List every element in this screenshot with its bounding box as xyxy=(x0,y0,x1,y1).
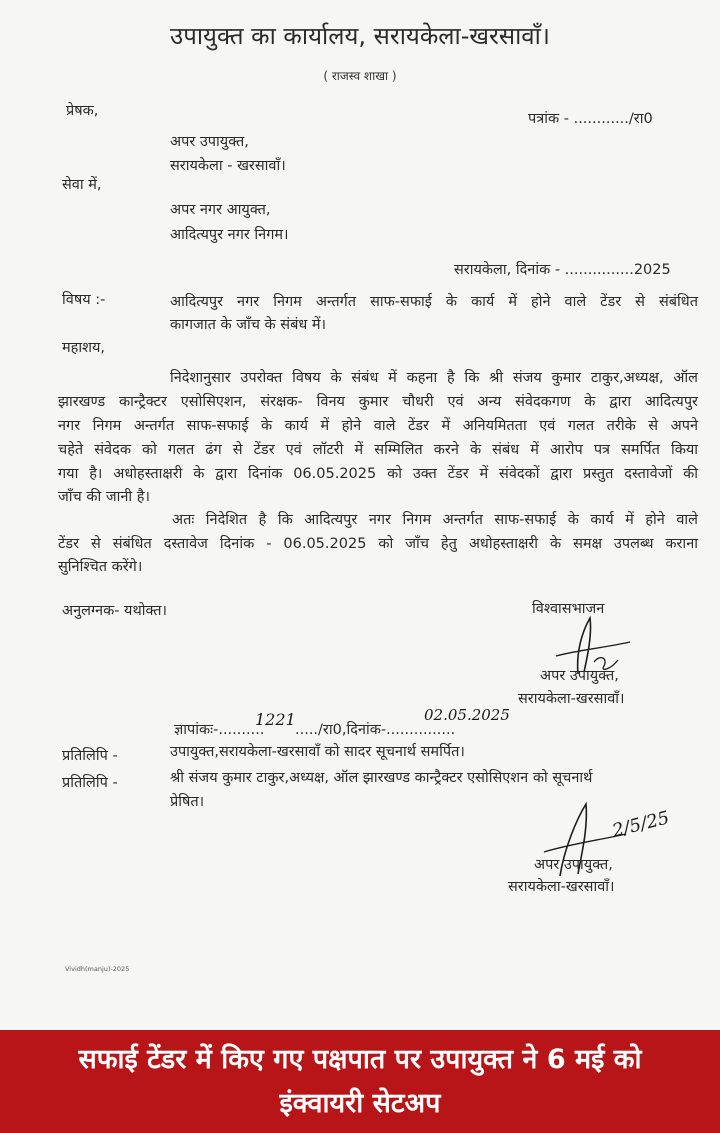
signature-2-date: 2/5/25 xyxy=(610,807,672,842)
para1-line: निदेशानुसार उपरोक्त विषय के संबंध में कहना है कि श्री संजय कुमार टाकुर,अध्यक्ष, ऑल xyxy=(170,370,698,386)
copy2-line1: श्री संजय कुमार टाकुर,अध्यक्ष, ऑल झारखण्ड कान्ट्रैक्टर एसोसिएशन को सूचनार्थ xyxy=(170,770,593,786)
memo-prefix: ज्ञापांकः-.......... xyxy=(174,722,265,738)
para2-line: सुनिश्चित करेंगे। xyxy=(58,559,143,575)
para1-line: चहेते संवेदक को गलत ढंग से टेंडर एवं लॉटरी में सम्मिलित करने के संबंध में आरोप पत्र समर्पित किया xyxy=(58,442,698,458)
enclosure: अनुलग्नक- यथोक्त। xyxy=(62,603,168,619)
subject-line1: आदित्यपुर नगर निगम अन्तर्गत साफ-सफाई के कार्य में होने वाले टेंडर से संबंधित xyxy=(170,294,698,310)
footer-code: Vividh(manju)-2025 xyxy=(65,965,130,973)
signatory1-place: सरायकेला-खरसावाँ। xyxy=(518,691,625,707)
sender-line2: सरायकेला - खरसावाँ। xyxy=(170,158,286,174)
para1-line: गया है। अधोहस्ताक्षरी के द्वारा दिनांक 06.05.2025 को उक्त टेंडर में संवेदकों द्वारा प्रस्तुत दस्तावेजों की xyxy=(58,466,698,482)
copy1-label: प्रतिलिपि - xyxy=(62,748,118,764)
salutation: महाशय, xyxy=(62,340,106,356)
subject-line2: कागजात के जाँच के संबंध में। xyxy=(170,317,327,333)
signatory2-designation: अपर उपायुक्त, xyxy=(534,857,613,873)
para1-line: जाँच की जानी है। xyxy=(58,489,150,505)
copy1-text: उपायुक्त,सरायकेला-खरसावाँ को सादर सूचनार्थ समर्पित। xyxy=(170,744,465,760)
closing: विश्वासभाजन xyxy=(532,601,605,617)
memo-date-label: ...../रा0,दिनांक-............... xyxy=(295,722,456,738)
branch-name: ( राजस्व शाखा ) xyxy=(323,69,397,83)
para2-line: टेंडर से संबंधित दस्तावेज दिनांक - 06.05.2025 को जाँच हेतु अधोहस्ताक्षरी के समक्ष उपलब्ध कराना xyxy=(58,536,698,552)
memo-date: 02.05.2025 xyxy=(424,706,510,724)
recipient-line1: अपर नगर आयुक्त, xyxy=(170,202,271,218)
place-date: सरायकेला, दिनांक - ...............2025 xyxy=(454,262,671,278)
copy2-line2: प्रेषित। xyxy=(170,794,205,810)
headline-line1: सफाई टेंडर में किए गए पक्षपात पर उपायुक्त ने 6 मई को xyxy=(78,1044,642,1075)
recipient-label: सेवा में, xyxy=(62,177,102,193)
para1-line: नगर निगम अन्तर्गत साफ-सफाई के कार्य में होने वाले टेंडर में अनियमितता एवं गलत तरीके से अपने xyxy=(58,418,698,434)
headline-banner xyxy=(0,1030,720,1133)
reference-number: पत्रांक - ............/रा0 xyxy=(528,111,653,127)
memo-number: 1221 xyxy=(255,710,296,729)
signatory2-place: सरायकेला-खरसावाँ। xyxy=(508,879,615,895)
headline-line2: इंक्वायरी सेटअप xyxy=(279,1088,441,1119)
para2-line: अतः निदेशित है कि आदित्यपुर नगर निगम अन्तर्गत साफ-सफाई के कार्य में होने वाले xyxy=(172,512,698,528)
copy2-label: प्रतिलिपि - xyxy=(62,775,118,791)
sender-line1: अपर उपायुक्त, xyxy=(170,134,249,150)
subject-label: विषय :- xyxy=(62,292,106,308)
para1-line: झारखण्ड कान्ट्रैक्टर एसोसिएशन, संरक्षक- विनय कुमार चौधरी एवं अन्य संवेदकगण के द्वारा आदित्यपुर xyxy=(58,394,698,410)
sender-label: प्रेषक, xyxy=(66,103,99,119)
office-title: उपायुक्त का कार्यालय, सरायकेला-खरसावाँ। xyxy=(170,22,550,50)
recipient-line2: आदित्यपुर नगर निगम। xyxy=(170,227,289,243)
signatory1-designation: अपर उपायुक्त, xyxy=(540,668,619,684)
